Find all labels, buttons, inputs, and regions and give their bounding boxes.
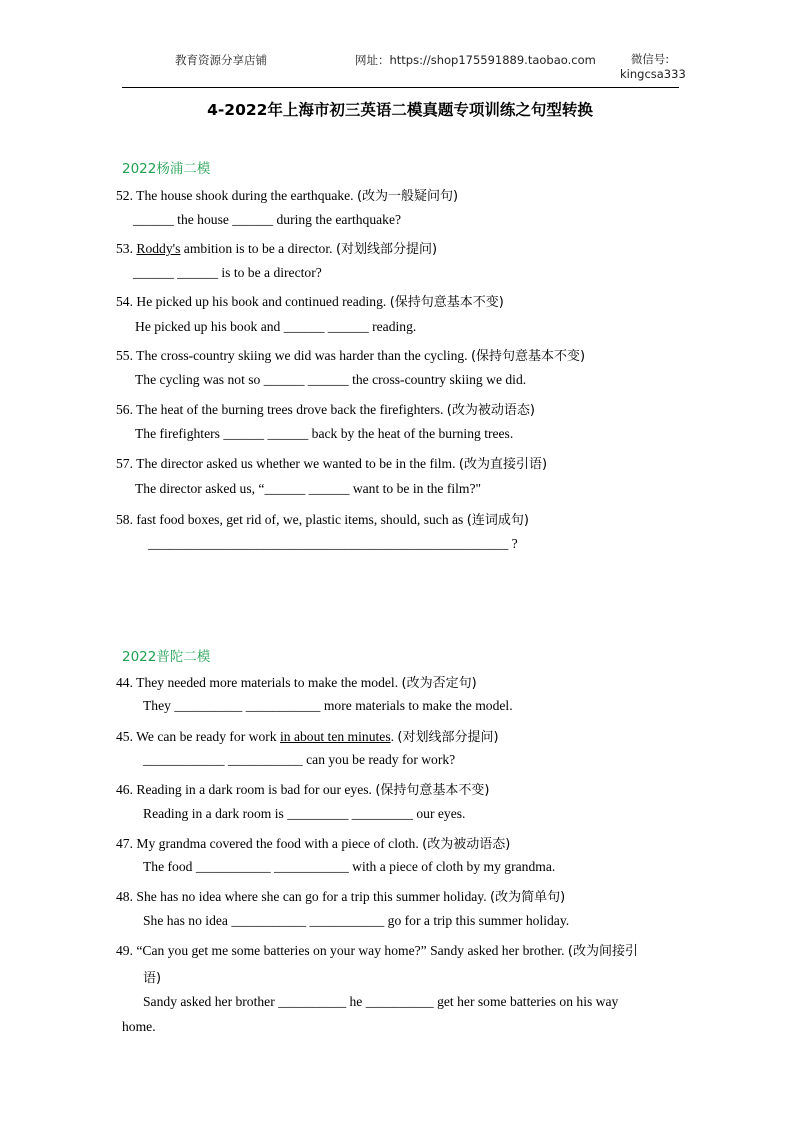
question-hint: (改为否定句) bbox=[401, 676, 477, 691]
question-55 bbox=[116, 345, 585, 364]
page-title: 4-2022年上海市初三英语二模真题专项训练之句型转换 bbox=[207, 101, 593, 119]
underlined-phrase: in about ten minutes bbox=[279, 729, 391, 744]
answer-53: ______ ______ is to be a director? bbox=[133, 265, 322, 280]
answer-52: ______ the house ______ during the earthquake? bbox=[133, 212, 402, 227]
answer-44: They __________ ___________ more materials to make the model. bbox=[143, 698, 513, 713]
question-45 bbox=[116, 726, 499, 745]
question-text: 46. Reading in a dark room is bad for our eyes. bbox=[116, 782, 376, 797]
question-text: 47. My grandma covered the food with a piece of cloth. bbox=[116, 836, 423, 851]
answer-46: Reading in a dark room is _________ _________ our eyes. bbox=[143, 806, 466, 821]
question-hint: (改为间接引 bbox=[567, 944, 638, 959]
question-hint: (保持句意基本不变) bbox=[375, 783, 490, 798]
question-hint: (改为一般疑问句) bbox=[356, 189, 459, 204]
question-hint: (连词成句) bbox=[466, 513, 529, 528]
question-52 bbox=[116, 185, 458, 204]
question-49-hint-continued: 语) bbox=[143, 971, 162, 986]
question-49 bbox=[116, 940, 638, 959]
question-54 bbox=[116, 291, 504, 310]
header-divider bbox=[122, 87, 679, 88]
question-58 bbox=[116, 509, 529, 528]
section-heading-putuo: 2022普陀二模 bbox=[122, 649, 211, 665]
answer-47: The food ___________ ___________ with a piece of cloth by my grandma. bbox=[143, 859, 556, 874]
question-hint: (改为被动语态) bbox=[422, 837, 511, 852]
question-text: 52. The house shook during the earthquake. bbox=[116, 188, 357, 203]
question-57 bbox=[116, 453, 547, 472]
answer-57: The director asked us, “______ ______ want to be in the film?" bbox=[135, 481, 482, 496]
question-53 bbox=[116, 238, 437, 257]
wechat-id: kingcsa333 bbox=[620, 67, 686, 81]
answer-49-continued: home. bbox=[122, 1019, 156, 1034]
question-hint: (保持句意基本不变) bbox=[470, 349, 586, 364]
section-heading-yangpu: 2022杨浦二模 bbox=[122, 161, 211, 177]
wechat-label: 微信号: bbox=[630, 52, 670, 66]
question-44 bbox=[116, 672, 477, 691]
shop-name: 教育资源分享店铺 bbox=[175, 53, 267, 67]
question-hint: (改为被动语态) bbox=[446, 403, 535, 418]
question-hint: (改为简单句) bbox=[490, 890, 566, 905]
question-text: 56. The heat of the burning trees drove back the firefighters. bbox=[116, 402, 447, 417]
question-48 bbox=[116, 886, 565, 905]
question-text: . bbox=[390, 729, 398, 744]
question-number: 53. bbox=[116, 241, 137, 256]
answer-49: Sandy asked her brother __________ he __________ get her some batteries on his way bbox=[143, 994, 619, 1009]
answer-48: She has no idea ___________ ___________ go for a trip this summer holiday. bbox=[143, 913, 570, 928]
answer-54: He picked up his book and ______ ______ reading. bbox=[135, 319, 417, 334]
question-text: ambition is to be a director. bbox=[180, 241, 336, 256]
question-hint: (对划线部分提问) bbox=[397, 730, 499, 745]
question-text: 44. They needed more materials to make the model. bbox=[116, 675, 402, 690]
question-47 bbox=[116, 833, 510, 852]
answer-45: ____________ ___________ can you be ready for work? bbox=[143, 752, 456, 767]
answer-55: The cycling was not so ______ ______ the cross-country skiing we did. bbox=[135, 372, 527, 387]
question-hint: (对划线部分提问) bbox=[335, 242, 438, 257]
wechat-info bbox=[620, 52, 686, 82]
question-text: 57. The director asked us whether we wanted to be in the film. bbox=[116, 456, 459, 471]
question-text: 48. She has no idea where she can go for a trip this summer holiday. bbox=[116, 889, 490, 904]
question-text: 55. The cross-country skiing we did was harder than the cycling. bbox=[116, 348, 471, 363]
question-56 bbox=[116, 399, 535, 418]
answer-58: _____________________________________________________ ? bbox=[148, 536, 518, 551]
underlined-phrase: Roddy's bbox=[136, 241, 181, 256]
question-hint: (改为直接引语) bbox=[458, 457, 548, 472]
question-text: 58. fast food boxes, get rid of, we, plastic items, should, such as bbox=[116, 512, 467, 527]
question-hint: (保持句意基本不变) bbox=[389, 295, 504, 310]
question-46 bbox=[116, 779, 490, 798]
answer-56: The firefighters ______ ______ back by the heat of the burning trees. bbox=[135, 426, 514, 441]
question-text: 49. “Can you get me some batteries on your way home?” Sandy asked her brother. bbox=[116, 943, 568, 958]
question-number: 45. We can be ready for work bbox=[116, 729, 280, 744]
question-text: 54. He picked up his book and continued reading. bbox=[116, 294, 390, 309]
shop-url[interactable]: 网址：https://shop175591889.taobao.com bbox=[355, 53, 596, 67]
